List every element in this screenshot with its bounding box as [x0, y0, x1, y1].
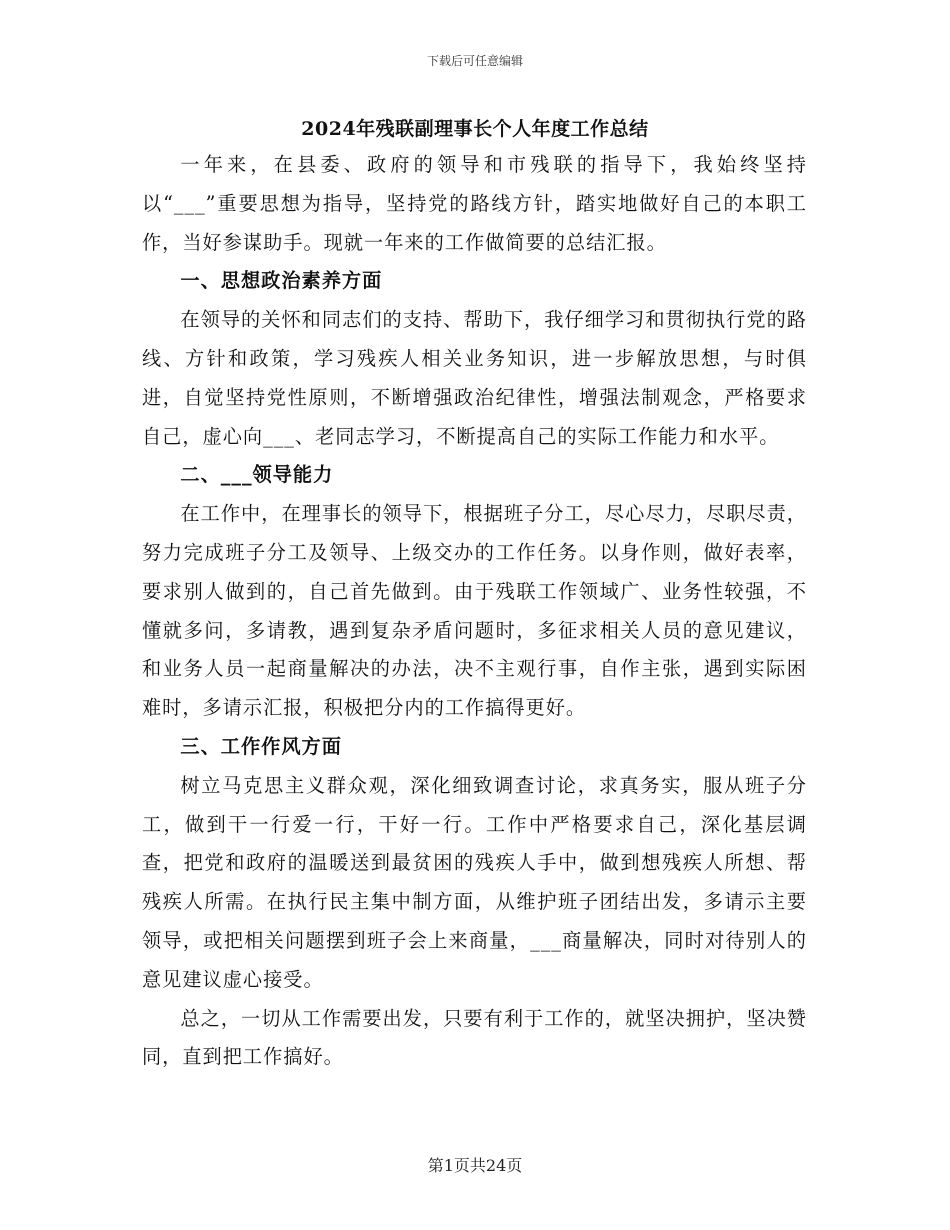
page-header-note: 下载后可任意编辑 [426, 54, 523, 68]
intro-paragraph: 一年来，在县委、政府的领导和市残联的指导下，我始终坚持以“___”重要思想为指导，坚持党的路线方针，踏实地做好自己的本职工作，当好参谋助手。现就一年来的工作做简要的总结汇报。 [142, 153, 807, 254]
section-heading-1: 一、思想政治素养方面 [180, 269, 383, 293]
section-body-2: 在工作中，在理事长的领导下，根据班子分工，尽心尽力，尽职尽责，努力完成班子分工及领导、上级交办的工作任务。以身作则，做好表率，要求别人做到的，自己首先做到。由于残联工作领域广、业务性较强，不懂就多问，多请教，遇到复杂矛盾问题时，多征求相关人员的意见建议，和业务人员一起商量解决的办法，决不主观行事，自作主张，遇到实际困难时，多请示汇报，积极把分内的工作搞得更好。 [142, 502, 807, 720]
section-heading-3: 三、工作作风方面 [180, 734, 342, 758]
section-heading-2: 二、___领导能力 [180, 463, 334, 487]
section-body-3: 树立马克思主义群众观，深化细致调查讨论，求真务实，服从班子分工，做到干一行爱一行，干好一行。工作中严格要求自己，深化基层调查，把党和政府的温暖送到最贫困的残疾人手中，做到想残疾人所想、帮残疾人所需。在执行民主集中制方面，从维护班子团结出发，多请示主要领导，或把相关问题摆到班子会上来商量，___商量解决，同时对待别人的意见建议虚心接受。 [142, 773, 807, 991]
document-title: 2024年残联副理事长个人年度工作总结 [301, 118, 649, 140]
conclusion-paragraph: 总之，一切从工作需要出发，只要有利于工作的，就坚决拥护，坚决赞同，直到把工作搞好。 [142, 1006, 807, 1069]
section-body-1: 在领导的关怀和同志们的支持、帮助下，我仔细学习和贯彻执行党的路线、方针和政策，学习残疾人相关业务知识，进一步解放思想，与时俱进，自觉坚持党性原则，不断增强政治纪律性，增强法制观念，严格要求自己，虚心向___、老同志学习，不断提高自己的实际工作能力和水平。 [142, 308, 807, 448]
document-body [142, 146, 807, 1077]
page-number: 第1页共24页 [427, 1156, 523, 1175]
